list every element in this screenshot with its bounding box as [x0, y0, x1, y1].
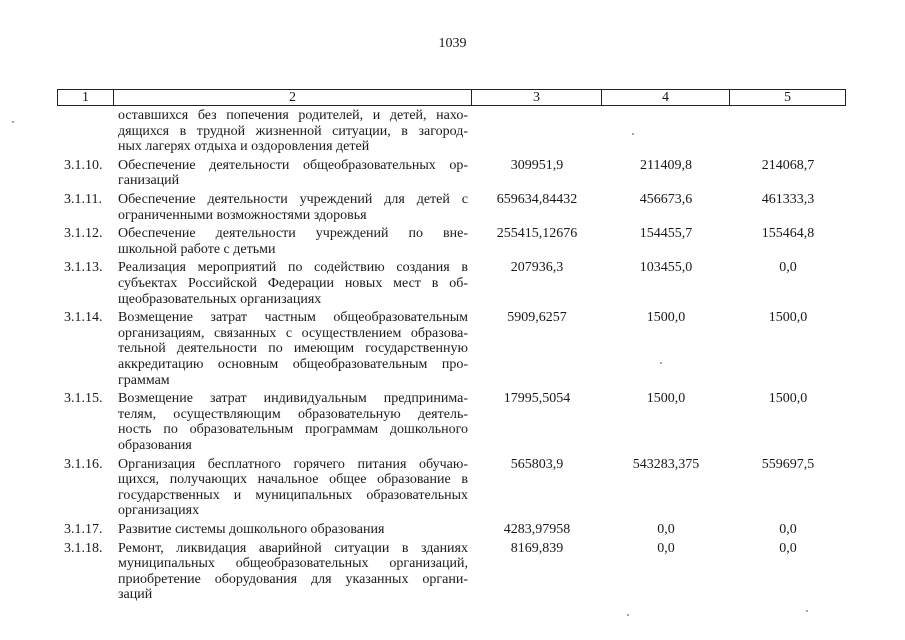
- description-line: аккредитацию основным общеобразовательным про-: [118, 356, 468, 372]
- value-c4: 1500,0: [646, 310, 686, 326]
- row-description: [118, 260, 468, 307]
- row-number: 3.1.15.: [64, 391, 103, 407]
- value-c3: 5909,6257: [507, 310, 567, 326]
- scan-speck: [632, 133, 634, 135]
- description-line: телям, осуществляющим образовательную деятель-: [118, 406, 468, 422]
- description-line: государственных и муниципальных образовательных: [118, 487, 468, 503]
- value-c4: 0,0: [657, 540, 675, 556]
- value-c4: 543283,375: [632, 456, 700, 472]
- row-number: 3.1.18.: [64, 540, 103, 556]
- description-line: муниципальных общеобразовательных организаций,: [118, 556, 468, 572]
- description-line: Обеспечение деятельности общеобразовательных ор-: [118, 157, 468, 173]
- header-col-2: 2: [114, 90, 472, 105]
- description-line: Обеспечение деятельности учреждений по вне-: [118, 226, 468, 242]
- value-c5: 214068,7: [761, 157, 815, 173]
- value-c5: 1500,0: [768, 391, 808, 407]
- value-c3: 565803,9: [510, 456, 564, 472]
- value-c4: 1500,0: [646, 391, 686, 407]
- description-line: тельной деятельности по имеющим государственную: [118, 341, 468, 357]
- scan-speck: [806, 610, 808, 612]
- description-line: Ремонт, ликвидация аварийной ситуации в зданиях: [118, 540, 468, 556]
- value-c4: 456673,6: [639, 192, 693, 207]
- value-c3: 659634,84432: [496, 192, 578, 207]
- header-col-3: 3: [472, 90, 602, 105]
- row-number: 3.1.10.: [64, 157, 103, 173]
- description-line: Реализация мероприятий по содействию создания в: [118, 260, 468, 276]
- value-c5: 0,0: [779, 540, 797, 556]
- description-line: организациях: [118, 503, 200, 519]
- description-line: ных лагерях отдыха и оздоровления детей: [118, 139, 370, 155]
- row-description: [118, 192, 468, 223]
- description-line: щихся, получающих начальное общее образование в: [118, 472, 468, 488]
- row-description: [118, 310, 468, 388]
- value-c5: 0,0: [779, 522, 797, 537]
- value-c3: 309951,9: [510, 157, 564, 173]
- description-line: ограниченными возможностями здоровья: [118, 207, 367, 223]
- value-c4: 103455,0: [639, 260, 693, 276]
- value-c3: 255415,12676: [496, 226, 578, 242]
- value-c4: 154455,7: [639, 226, 693, 242]
- header-col-5: 5: [784, 90, 791, 105]
- row-description: [118, 158, 468, 189]
- description-line: Возмещение затрат индивидуальным предпринима-: [118, 391, 468, 407]
- row-description: [118, 522, 468, 538]
- description-line: заций: [118, 587, 153, 603]
- description-line: дящихся в трудной жизненной ситуации, в загород-: [118, 123, 468, 139]
- description-line: Развитие системы дошкольного образования: [118, 522, 385, 537]
- value-c5: 0,0: [779, 260, 797, 276]
- row-number: 3.1.17.: [64, 522, 103, 537]
- description-line: приобретение оборудования для указанных органи-: [118, 571, 468, 587]
- row-description: [118, 108, 468, 155]
- value-c5: 1500,0: [768, 310, 808, 326]
- description-line: граммам: [118, 372, 170, 388]
- description-line: Организация бесплатного горячего питания обучаю-: [118, 456, 468, 472]
- description-line: организациям, связанных с осуществлением образова-: [118, 325, 468, 341]
- value-c5: 461333,3: [761, 192, 815, 207]
- row-number: 3.1.11.: [64, 192, 102, 207]
- value-c4: 0,0: [657, 522, 675, 537]
- value-c3: 17995,5054: [503, 391, 571, 407]
- value-c4: 211409,8: [640, 157, 692, 173]
- row-description: [118, 541, 468, 603]
- row-description: [118, 391, 468, 453]
- row-number: 3.1.16.: [64, 456, 103, 472]
- value-c5: 559697,5: [761, 456, 815, 472]
- header-col-4: 4: [602, 90, 730, 105]
- row-description: [118, 226, 468, 257]
- description-line: субъектах Российской Федерации новых мест в об-: [118, 275, 468, 291]
- description-line: школьной работе с детьми: [118, 241, 276, 257]
- description-line: щеобразовательных организациях: [118, 291, 322, 307]
- row-number: 3.1.14.: [64, 310, 103, 326]
- table-header: [57, 89, 846, 106]
- row-number: 3.1.13.: [64, 260, 103, 276]
- row-description: [118, 457, 468, 519]
- row-number: 3.1.12.: [64, 226, 103, 242]
- value-c3: 4283,97958: [503, 522, 571, 537]
- scan-speck: [627, 614, 629, 616]
- scan-speck: [12, 121, 14, 123]
- value-c5: 155464,8: [761, 226, 815, 242]
- description-line: оставшихся без попечения родителей, и детей, нахо-: [118, 108, 468, 123]
- description-line: ганизаций: [118, 173, 180, 189]
- description-line: Обеспечение деятельности учреждений для детей с: [118, 192, 468, 207]
- page-number: 1039: [438, 36, 467, 51]
- scan-speck: [660, 362, 662, 364]
- description-line: Возмещение затрат частным общеобразовательным: [118, 310, 468, 326]
- header-col-1: 1: [58, 90, 114, 105]
- description-line: образования: [118, 437, 192, 453]
- value-c3: 207936,3: [510, 260, 564, 276]
- value-c3: 8169,839: [510, 540, 564, 556]
- description-line: ность по образовательным программам дошкольного: [118, 422, 468, 438]
